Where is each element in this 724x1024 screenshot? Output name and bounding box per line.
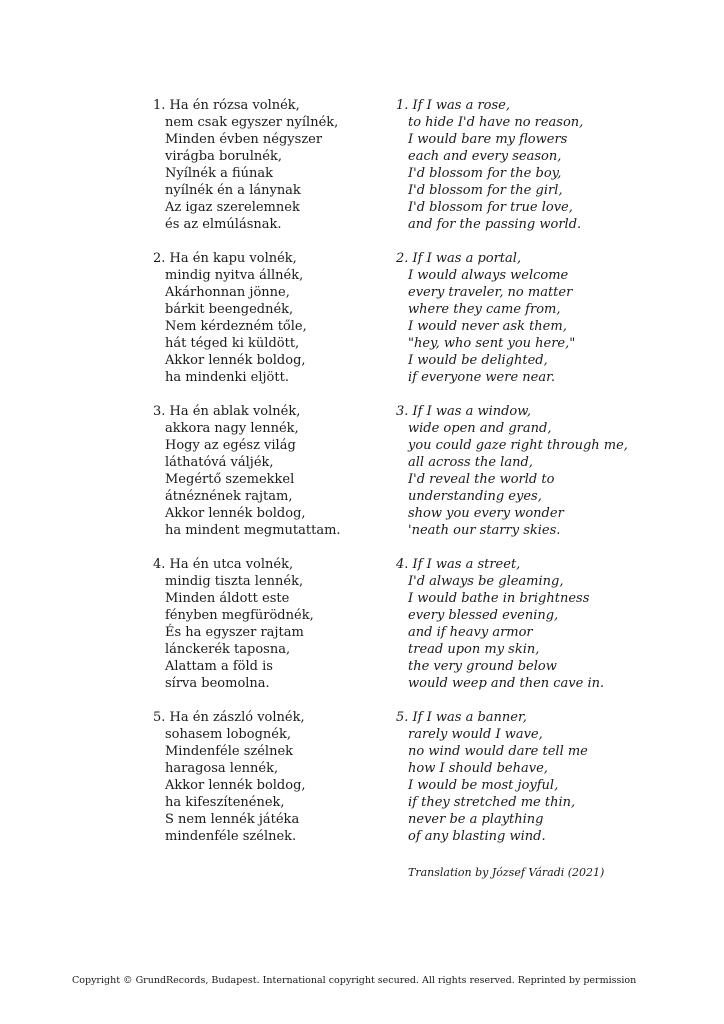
lyric-line: 4. If I was a street, <box>396 557 521 572</box>
lyric-line: virágba borulnék, <box>165 149 282 164</box>
lyric-line: ha mindenki eljött. <box>165 370 289 385</box>
lyric-line: I'd blossom for true love, <box>408 200 573 215</box>
lyric-line: I would bare my flowers <box>408 132 568 147</box>
lyric-line: 5. Ha én zászló volnék, <box>153 710 305 725</box>
lyric-line: mindig tiszta lennék, <box>165 574 304 589</box>
lyric-line: Hogy az egész világ <box>165 438 296 453</box>
lyric-line: haragosa lennék, <box>165 761 279 776</box>
hungarian-lyrics <box>153 97 378 862</box>
lyric-line: understanding eyes, <box>408 489 542 504</box>
lyric-line: Alattam a föld is <box>165 659 273 674</box>
lyric-line: 5. If I was a banner, <box>396 710 527 725</box>
lyric-line: mindenféle szélnek. <box>165 829 297 844</box>
lyric-line: I would always welcome <box>408 268 569 283</box>
lyric-line: akkora nagy lennék, <box>165 421 299 436</box>
hungarian-stanza-4 <box>153 556 378 709</box>
lyric-line: and for the passing world. <box>408 217 582 232</box>
english-stanza-1 <box>396 97 706 250</box>
lyric-line: fényben megfürödnék, <box>165 608 314 623</box>
translation-credit: Translation by József Váradi (2021) <box>408 866 605 879</box>
lyric-line: of any blasting wind. <box>408 829 546 844</box>
lyric-line: nem csak egyszer nyílnék, <box>165 115 339 130</box>
lyric-line: láthatóvá váljék, <box>165 455 274 470</box>
lyric-line: átnéznének rajtam, <box>165 489 293 504</box>
lyric-line: Minden áldott este <box>165 591 290 606</box>
lyric-line: the very ground below <box>408 659 557 674</box>
lyric-line: 1. Ha én rózsa volnék, <box>153 98 300 113</box>
lyric-line: S nem lennék játéka <box>165 812 300 827</box>
lyric-line: Akkor lennék boldog, <box>165 353 306 368</box>
lyric-line: I would be most joyful, <box>408 778 559 793</box>
lyric-line: Mindenféle szélnek <box>165 744 294 759</box>
hungarian-stanza-5 <box>153 709 378 862</box>
lyric-line: nyílnék én a lánynak <box>165 183 301 198</box>
lyric-line: I would be delighted, <box>408 353 548 368</box>
hungarian-stanza-1 <box>153 97 378 250</box>
lyric-line: every blessed evening, <box>408 608 559 623</box>
lyric-line: 2. Ha én kapu volnék, <box>153 251 297 266</box>
lyric-line: I would bathe in brightness <box>408 591 590 606</box>
lyric-line: Akkor lennék boldog, <box>165 778 306 793</box>
lyric-line: no wind would dare tell me <box>408 744 588 759</box>
lyric-line: hát téged ki küldött, <box>165 336 300 351</box>
lyric-line: I'd blossom for the boy, <box>408 166 562 181</box>
lyric-line: you could gaze right through me, <box>408 438 628 453</box>
lyric-line: 4. Ha én utca volnék, <box>153 557 294 572</box>
lyric-line: never be a plaything <box>408 812 544 827</box>
lyric-line: lánckerék taposna, <box>165 642 291 657</box>
english-lyrics <box>396 97 706 862</box>
lyric-line: I'd blossom for the girl, <box>408 183 563 198</box>
lyric-line: wide open and grand, <box>408 421 552 436</box>
lyric-line: Minden évben négyszer <box>165 132 323 147</box>
lyric-line: I'd reveal the world to <box>408 472 555 487</box>
lyric-line: Akkor lennék boldog, <box>165 506 306 521</box>
hungarian-stanza-2 <box>153 250 378 403</box>
lyric-line: all across the land, <box>408 455 533 470</box>
lyric-line: if they stretched me thin, <box>408 795 576 810</box>
lyric-line: És ha egyszer rajtam <box>165 625 304 640</box>
lyric-line: tread upon my skin, <box>408 642 540 657</box>
lyric-line: I would never ask them, <box>408 319 567 334</box>
copyright-notice: Copyright © GrundRecords, Budapest. International copyright secured. All rights reserved. Reprinted by permission <box>72 975 637 986</box>
lyric-line: if everyone were near. <box>408 370 556 385</box>
lyric-line: to hide I'd have no reason, <box>408 115 584 130</box>
lyric-line: how I should behave, <box>408 761 548 776</box>
lyric-line: sohasem lobognék, <box>165 727 291 742</box>
lyric-line: Megértő szemekkel <box>165 472 295 487</box>
lyric-line: bárkit beengednék, <box>165 302 294 317</box>
english-stanza-3 <box>396 403 706 556</box>
lyric-line: és az elmúlásnak. <box>165 217 282 232</box>
lyric-line: Akárhonnan jönne, <box>165 285 290 300</box>
english-stanza-2 <box>396 250 706 403</box>
english-stanza-5 <box>396 709 706 862</box>
lyric-line: Az igaz szerelemnek <box>165 200 300 215</box>
lyric-line: sírva beomolna. <box>165 676 270 691</box>
lyric-line: every traveler, no matter <box>408 285 573 300</box>
lyric-line: each and every season, <box>408 149 562 164</box>
lyric-line: 1. If I was a rose, <box>396 98 510 113</box>
lyric-line: I'd always be gleaming, <box>408 574 564 589</box>
lyric-line: 3. If I was a window, <box>396 404 531 419</box>
lyric-line: where they came from, <box>408 302 561 317</box>
lyric-line: would weep and then cave in. <box>408 676 605 691</box>
lyric-line: Nem kérdezném tőle, <box>165 319 307 334</box>
lyric-line: 'neath our starry skies. <box>408 523 561 538</box>
lyric-line: show you every wonder <box>408 506 564 521</box>
lyric-line: mindig nyitva állnék, <box>165 268 304 283</box>
lyric-line: 3. Ha én ablak volnék, <box>153 404 301 419</box>
english-stanza-4 <box>396 556 706 709</box>
lyric-line: and if heavy armor <box>408 625 533 640</box>
lyric-line: ha kifeszítenének, <box>165 795 285 810</box>
lyric-line: ha mindent megmutattam. <box>165 523 341 538</box>
lyric-line: "hey, who sent you here," <box>408 336 576 351</box>
lyric-line: Nyílnék a fiúnak <box>165 166 274 181</box>
lyric-line: rarely would I wave, <box>408 727 543 742</box>
hungarian-stanza-3 <box>153 403 378 556</box>
lyric-line: 2. If I was a portal, <box>396 251 522 266</box>
